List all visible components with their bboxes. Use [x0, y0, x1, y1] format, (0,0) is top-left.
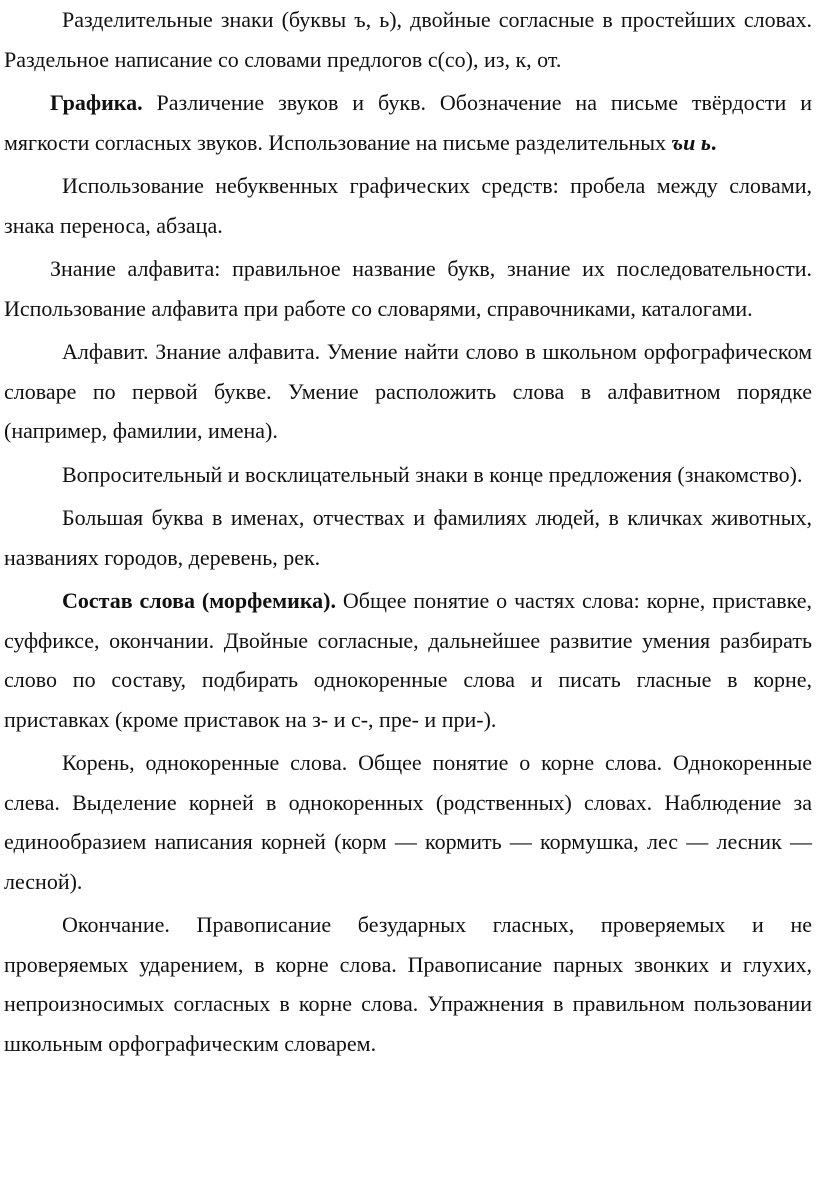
paragraph-alphabet-knowledge	[4, 249, 812, 328]
paragraph-alphabet	[4, 332, 812, 451]
paragraph-morphemics	[4, 581, 812, 739]
separating-letters: ъи ь	[671, 129, 711, 155]
paragraph-text: Использование небуквенных графических средств: пробела между словами, знака переноса, абзаца.	[4, 173, 812, 238]
paragraph-text: Большая буква в именах, отчествах и фамилиях людей, в кличках животных, названиях городов, деревень, рек.	[4, 505, 812, 570]
paragraph-text: Различение звуков и букв. Обозначение на письме твёрдости и мягкости согласных звуков. Использование на письме разделительных	[4, 90, 812, 155]
paragraph-capital-letter	[4, 498, 812, 577]
paragraph-separating-signs	[4, 0, 812, 79]
section-heading-graphics: Графика.	[50, 90, 143, 115]
paragraph-root	[4, 743, 812, 901]
paragraph-text: Корень, однокоренные слова. Общее понятие о корне слова. Однокоренные слева. Выделение корней в однокоренных (родственных) словах. Наблюдение за единообразием написания корней (корм — кормить — кормушка, лес — лесник — лесной).	[4, 750, 812, 894]
paragraph-ending	[4, 905, 812, 1063]
paragraph-punctuation	[4, 455, 812, 495]
paragraph-tail: .	[710, 129, 717, 155]
document-page	[4, 0, 812, 1067]
paragraph-nonletter-means	[4, 166, 812, 245]
paragraph-graphics	[4, 83, 812, 162]
paragraph-text: Знание алфавита: правильное название букв, знание их последовательности. Использование алфавита при работе со словарями, справочниками, каталогами.	[4, 256, 812, 321]
section-heading-morphemics: Состав слова (морфемика).	[62, 588, 336, 613]
paragraph-text: Общее понятие о частях слова: корне, приставке, суффиксе, окончании. Двойные согласные, дальнейшее развитие умения разбирать слово по составу, подбирать однокоренные слова и писать гласные в корне, приставках (кроме приставок на з- и с-, пре- и при-).	[4, 588, 812, 732]
paragraph-text: Разделительные знаки (буквы ъ, ь), двойные согласные в простейших словах. Раздельное написание со словами предлогов с(со), из, к, от.	[4, 7, 812, 72]
paragraph-text: Вопросительный и восклицательный знаки в конце предложения (знакомство).	[62, 461, 803, 487]
paragraph-text: Алфавит. Знание алфавита. Умение найти слово в школьном орфографическом словаре по первой букве. Умение расположить слова в алфавитном порядке (например, фамилии, имена).	[4, 339, 812, 443]
paragraph-text: Окончание. Правописание безударных гласных, проверяемых и не проверяемых ударением, в корне слова. Правописание парных звонких и глухих, непроизносимых согласных в корне слова. Упражнения в правильном пользовании школьным орфографическим словарем.	[4, 912, 812, 1056]
